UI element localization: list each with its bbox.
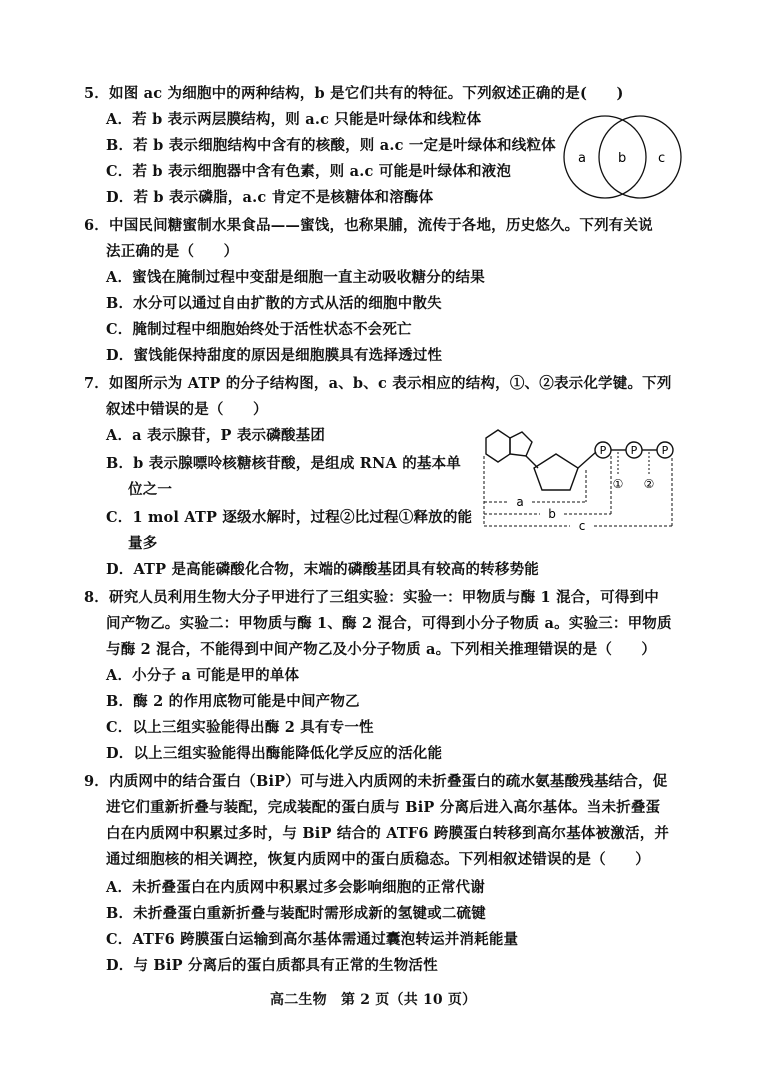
q7-stem-line-2: 叙述中错误的是（ ） xyxy=(106,401,268,418)
venn-label-c: c xyxy=(658,151,666,166)
bond-1-label: ① xyxy=(612,477,624,491)
q8-option-d: D．以上三组实验能得出酶能降低化学反应的活化能 xyxy=(106,745,443,762)
q9-option-b: B．未折叠蛋白重新折叠与装配时需形成新的氢键或二硫键 xyxy=(106,905,486,922)
adenine-pentagon xyxy=(510,432,532,456)
q6-option-c: C．腌制过程中细胞始终处于活性状态不会死亡 xyxy=(106,321,412,338)
bracket-c-label: c xyxy=(578,519,586,533)
q7-option-d: D．ATP 是高能磷酸化合物，末端的磷酸基团具有较高的转移势能 xyxy=(106,561,539,578)
q8-option-c: C．以上三组实验能得出酶 2 具有专一性 xyxy=(106,719,374,736)
venn-diagram xyxy=(560,112,680,202)
q9-stem-line-3: 白在内质网中积累过多时，与 BiP 结合的 ATF6 跨膜蛋白转移到高尔基体被激活，并 xyxy=(106,825,670,842)
q9-stem-line-1: 9．内质网中的结合蛋白（BiP）可与进入内质网的未折叠蛋白的疏水氨基酸残基结合，促 xyxy=(84,773,668,790)
ribose-pentagon xyxy=(534,454,578,490)
bracket-b-label: b xyxy=(548,507,556,521)
page-footer: 高二生物 第 2 页（共 10 页） xyxy=(270,992,477,1008)
adenine-hexagon xyxy=(486,430,510,462)
atp-structure-diagram xyxy=(478,418,678,534)
phosphate-1-label: P xyxy=(599,444,607,457)
q8-stem-line-3: 与酶 2 混合，不能得到中间产物乙及小分子物质 a。下列相关推理错误的是（ ） xyxy=(106,641,657,658)
q5-option-d: D．若 b 表示磷脂，a.c 肯定不是核糖体和溶酶体 xyxy=(106,189,434,206)
q5-stem: 5．如图 ac 为细胞中的两种结构，b 是它们共有的特征。下列叙述正确的是( ) xyxy=(84,85,624,102)
q9-option-d: D．与 BiP 分离后的蛋白质都具有正常的生物活性 xyxy=(106,957,438,974)
q5-option-b: B．若 b 表示细胞结构中含有的核酸，则 a.c 一定是叶绿体和线粒体 xyxy=(106,137,556,154)
q8-stem-line-1: 8．研究人员利用生物大分子甲进行了三组实验：实验一：甲物质与酶 1 混合，可得到中 xyxy=(84,589,659,606)
venn-label-b: b xyxy=(618,151,627,166)
q9-option-c: C．ATF6 跨膜蛋白运输到高尔基体需通过囊泡转运并消耗能量 xyxy=(106,931,519,948)
bracket-a-label: a xyxy=(516,495,524,509)
q5-option-c: C．若 b 表示细胞器中含有色素，则 a.c 可能是叶绿体和液泡 xyxy=(106,163,512,180)
q7-option-b-cont: 位之一 xyxy=(128,481,173,498)
q6-option-d: D．蜜饯能保持甜度的原因是细胞膜具有选择透过性 xyxy=(106,347,443,364)
q6-option-a: A．蜜饯在腌制过程中变甜是细胞一直主动吸收糖分的结果 xyxy=(106,269,485,286)
q6-option-b: B．水分可以通过自由扩散的方式从活的细胞中散失 xyxy=(106,295,442,312)
bond-2-label: ② xyxy=(643,477,655,491)
venn-label-a: a xyxy=(578,151,586,166)
phosphate-2-label: P xyxy=(630,444,638,457)
q9-stem-line-4: 通过细胞核的相关调控，恢复内质网中的蛋白质稳态。下列相叙述错误的是（ ） xyxy=(106,851,650,868)
q5-option-a: A．若 b 表示两层膜结构，则 a.c 只能是叶绿体和线粒体 xyxy=(106,111,482,128)
q8-option-a: A．小分子 a 可能是甲的单体 xyxy=(106,667,300,684)
q6-stem-line-2: 法正确的是（ ） xyxy=(106,243,239,260)
q8-stem-line-2: 间产物乙。实验二：甲物质与酶 1、酶 2 混合，可得到小分子物质 a。实验三：甲物质 xyxy=(106,615,672,632)
q7-option-c: C．1 mol ATP 逐级水解时，过程②比过程①释放的能 xyxy=(106,509,473,526)
q7-option-a: A．a 表示腺苷，P 表示磷酸基团 xyxy=(106,427,326,444)
q7-option-b: B．b 表示腺嘌呤核糖核苷酸，是组成 RNA 的基本单 xyxy=(106,455,461,472)
q8-option-b: B．酶 2 的作用底物可能是中间产物乙 xyxy=(106,693,360,710)
q9-stem-line-2: 进它们重新折叠与装配，完成装配的蛋白质与 BiP 分离后进入高尔基体。当未折叠蛋 xyxy=(106,799,661,816)
q6-stem-line-1: 6．中国民间糖蜜制水果食品——蜜饯，也称果脯，流传于各地，历史悠久。下列有关说 xyxy=(84,217,653,234)
q7-option-c-cont: 量多 xyxy=(128,535,158,552)
q9-option-a: A．未折叠蛋白在内质网中积累过多会影响细胞的正常代谢 xyxy=(106,879,485,896)
phosphate-3-label: P xyxy=(661,444,669,457)
q7-stem-line-1: 7．如图所示为 ATP 的分子结构图，a、b、c 表示相应的结构，①、②表示化学键。下列 xyxy=(84,375,672,392)
